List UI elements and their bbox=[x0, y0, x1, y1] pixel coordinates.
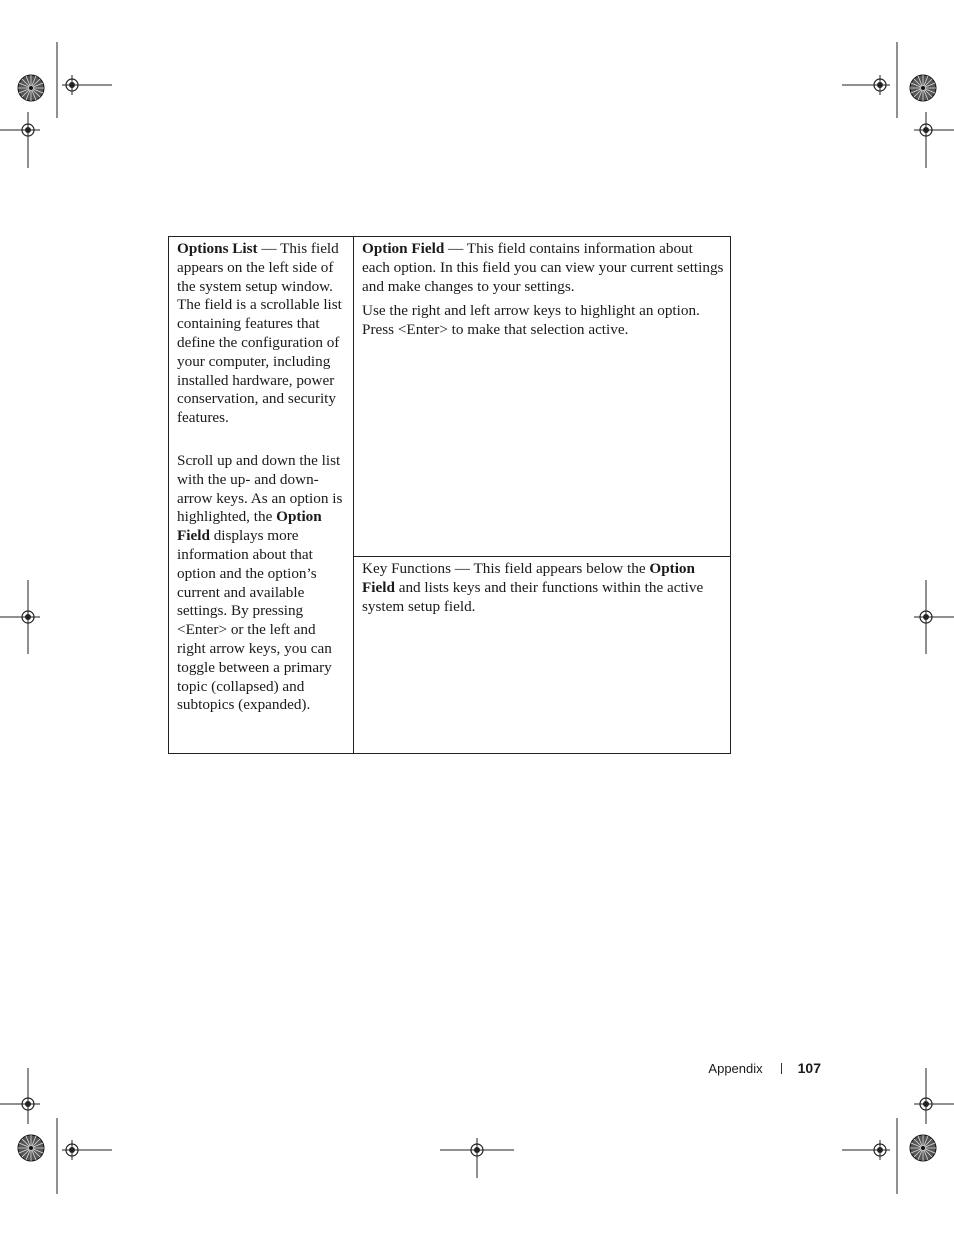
options-list-toggle-text: displays more information about that option and the option’s current and available settings. By pressing <Enter> or the left and right arrow keys, you can toggle between a primary topic (collapsed) and subtopics (expanded). bbox=[177, 527, 332, 714]
key-functions-cell bbox=[354, 557, 731, 754]
page-footer bbox=[640, 1060, 821, 1076]
page-number: 107 bbox=[797, 1060, 821, 1076]
options-list-paragraph-2 bbox=[177, 452, 347, 715]
key-functions-text-start: Key Functions — This field appears below the bbox=[362, 560, 650, 577]
key-functions-paragraph bbox=[362, 560, 724, 616]
options-list-title: Options List bbox=[177, 240, 258, 257]
key-functions-text-end: and lists keys and their functions within the active system setup field. bbox=[362, 578, 704, 615]
option-field-cell bbox=[354, 237, 731, 557]
footer-separator bbox=[781, 1063, 782, 1074]
option-field-title: Option Field bbox=[362, 240, 445, 257]
option-field-description: — This field contains information about each option. In this field you can view your current settings and make changes to your settings. bbox=[362, 240, 724, 295]
setup-screen-table bbox=[168, 236, 731, 754]
option-field-reference: Option Field bbox=[177, 508, 322, 545]
footer-section-label: Appendix bbox=[708, 1061, 763, 1076]
options-list-description: — This field appears on the left side of the system setup window. The field is a scrollable list containing features that define the configuration of your computer, including installed hardware, power conservation, and security features. bbox=[177, 240, 342, 427]
key-functions-option-field-reference: Option Field bbox=[362, 560, 695, 596]
options-list-scroll-text: Scroll up and down the list with the up- and down-arrow keys. As an option is highlighted, the bbox=[177, 451, 343, 526]
options-list-paragraph-1 bbox=[177, 240, 347, 428]
option-field-paragraph-1 bbox=[362, 240, 724, 296]
options-list-cell bbox=[169, 237, 354, 754]
option-field-paragraph-2: Use the right and left arrow keys to highlight an option. Press <Enter> to make that selection active. bbox=[362, 302, 700, 339]
